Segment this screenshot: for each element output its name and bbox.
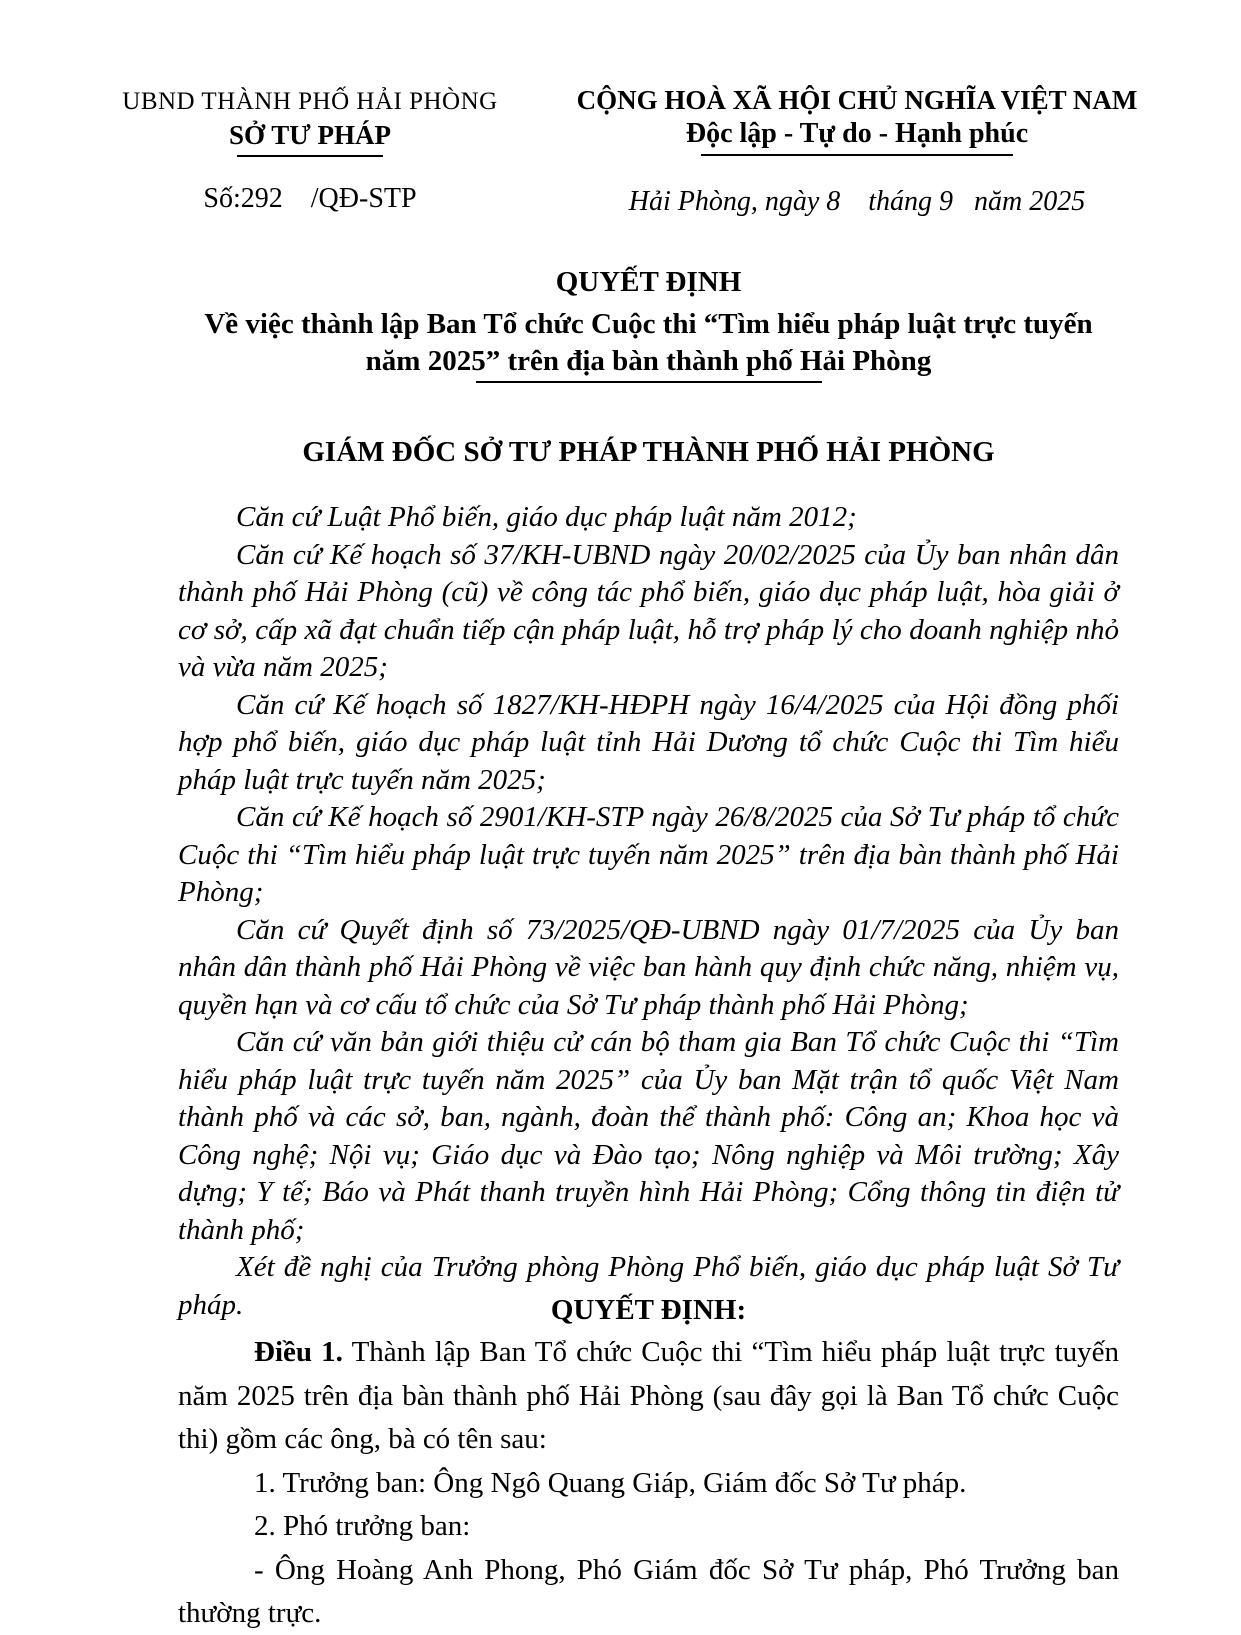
header-left-block xyxy=(112,86,508,215)
preamble-paragraph: Căn cứ Quyết định số 73/2025/QĐ-UBND ngày 01/7/2025 của Ủy ban nhân dân thành phố Hải Phòng về việc ban hành quy định chức năng, nhiệm vụ, quyền hạn và cơ cấu tổ chức của Sở Tư pháp thành phố Hải Phòng; xyxy=(178,913,1119,1021)
national-motto: Độc lập - Tự do - Hạnh phúc xyxy=(685,118,1029,149)
preamble-paragraph: Căn cứ văn bản giới thiệu cử cán bộ tham gia Ban Tổ chức Cuộc thi “Tìm hiểu pháp luật trực tuyến năm 2025” của Ủy ban Mặt trận tổ quốc Việt Nam thành phố và các sở, ban, ngành, đoàn thể thành phố: Công an; Khoa học và Công nghệ; Nội vụ; Giáo dục và Đào tạo; Nông nghiệp và Môi trường; Xây dựng; Y tế; Báo và Phát thanh truyền hình Hải Phòng; Cổng thông tin điện tử thành phố; xyxy=(178,1026,1119,1246)
preamble-paragraph: Căn cứ Kế hoạch số 2901/KH-STP ngày 26/8/2025 của Sở Tư pháp tổ chức Cuộc thi “Tìm hiểu pháp luật trực tuyến năm 2025” trên địa bàn thành phố Hải Phòng; xyxy=(178,801,1119,908)
member-list-item: 1. Trưởng ban: Ông Ngô Quang Giáp, Giám đốc Sở Tư pháp. xyxy=(254,1466,967,1499)
preamble-paragraph: Căn cứ Kế hoạch số 1827/KH-HĐPH ngày 16/4/2025 của Hội đồng phối hợp phổ biến, giáo dục pháp luật tỉnh Hải Dương tổ chức Cuộc thi Tìm hiểu pháp luật trực tuyến năm 2025; xyxy=(178,688,1119,796)
preamble-paragraph: Xét đề nghị của Trưởng phòng Phòng Phổ biến, giáo dục pháp luật Sở Tư pháp. xyxy=(178,1251,1119,1321)
place-date-line: Hải Phòng, ngày 8 tháng 9 năm 2025 xyxy=(628,186,1086,217)
decision-heading: QUYẾT ĐỊNH: xyxy=(550,1294,747,1326)
document-type-heading: QUYẾT ĐỊNH xyxy=(555,266,742,298)
title-underline xyxy=(476,381,822,383)
document-subtitle-line1: Về việc thành lập Ban Tổ chức Cuộc thi “Tìm hiểu pháp luật trực tuyến xyxy=(204,308,1093,340)
national-title: CỘNG HOÀ XÃ HỘI CHỦ NGHĨA VIỆT NAM xyxy=(576,85,1138,115)
preamble-paragraph: Căn cứ Luật Phổ biến, giáo dục pháp luật năm 2012; xyxy=(236,501,857,533)
article-1-paragraph xyxy=(178,1331,1119,1462)
document-number: Số:292 /QĐ-STP xyxy=(203,183,417,214)
document-subtitle xyxy=(178,306,1119,380)
preamble-section xyxy=(178,499,1119,1324)
dept-underline xyxy=(237,155,383,157)
member-list-item: 2. Phó trưởng ban: xyxy=(254,1510,471,1542)
member-list-item: - Ông Hoàng Anh Phong, Phó Giám đốc Sở Tư pháp, Phó Trưởng ban thường trực. xyxy=(178,1553,1119,1629)
issuing-authority-name: SỞ TƯ PHÁP xyxy=(228,120,391,150)
title-underline-wrap xyxy=(178,381,1119,383)
motto-underline xyxy=(701,154,1013,156)
article-1-text: Thành lập Ban Tổ chức Cuộc thi “Tìm hiểu pháp luật trực tuyến năm 2025 trên địa bàn thành phố Hải Phòng (sau đây gọi là Ban Tổ chức Cuộc thi) gồm các ông, bà có tên sau: xyxy=(178,1336,1120,1455)
article-1-label: Điều 1. xyxy=(254,1336,343,1368)
issuing-authority-parent: UBND THÀNH PHỐ HẢI PHÒNG xyxy=(122,88,498,115)
articles-section xyxy=(178,1331,1119,1635)
deciding-authority-heading: GIÁM ĐỐC SỞ TƯ PHÁP THÀNH PHỐ HẢI PHÒNG xyxy=(302,436,995,468)
header-right-block xyxy=(552,84,1162,218)
preamble-paragraph: Căn cứ Kế hoạch số 37/KH-UBND ngày 20/02/2025 của Ủy ban nhân dân thành phố Hải Phòng (cũ) về công tác phổ biến, giáo dục pháp luật, hòa giải ở cơ sở, cấp xã đạt chuẩn tiếp cận pháp luật, hỗ trợ pháp lý cho doanh nghiệp nhỏ và vừa năm 2025; xyxy=(178,538,1119,683)
document-subtitle-line2: năm 2025” trên địa bàn thành phố Hải Phòng xyxy=(365,345,932,377)
